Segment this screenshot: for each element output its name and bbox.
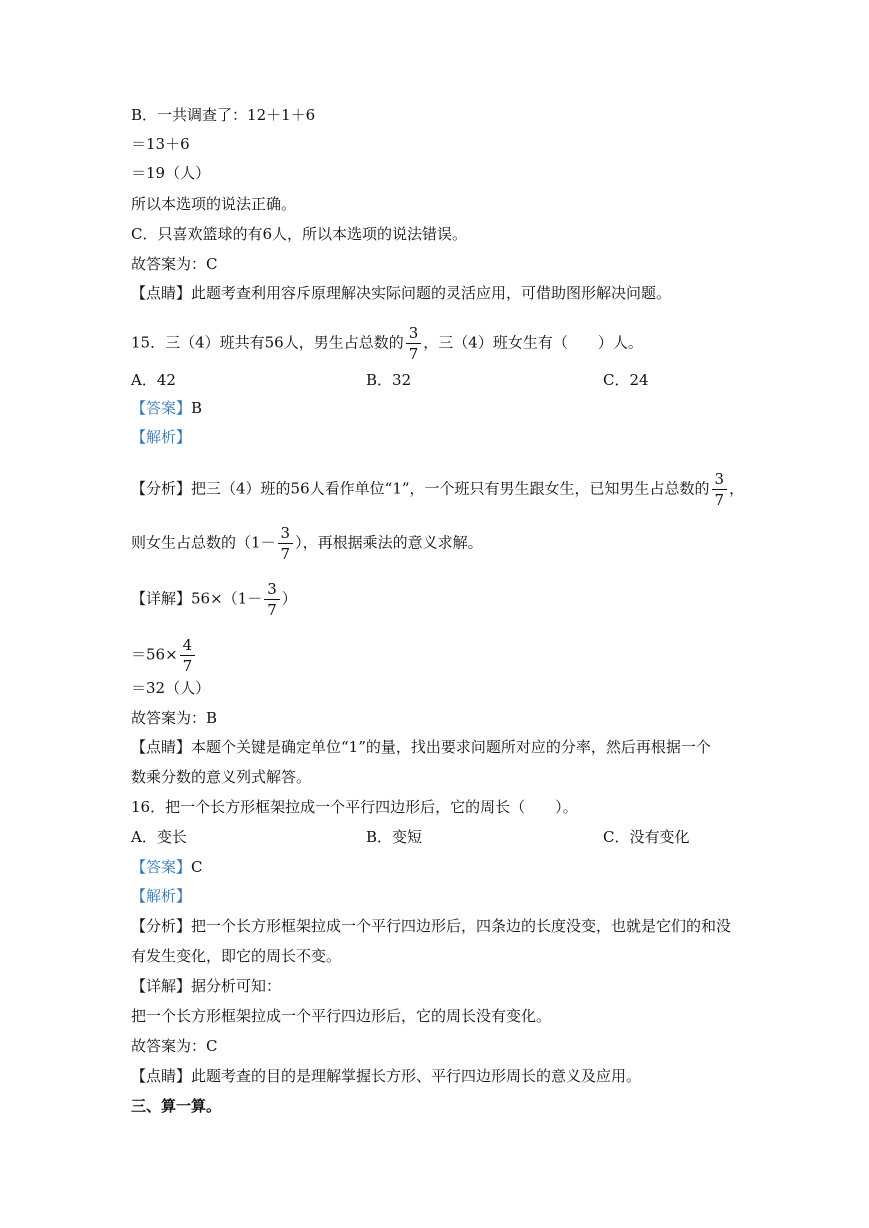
frac-denominator: 7 [280,545,291,563]
part-b-line-1: B．一共调查了：12＋1＋6 [131,106,316,124]
q16-fenxi-line-2: 有发生变化，即它的周长不变。 [131,947,342,965]
q15-option-a: A．42 [131,371,176,389]
part-b-line-4: 所以本选项的说法正确。 [131,195,297,213]
q15-stem [131,324,643,363]
frac-numerator: 3 [712,470,728,490]
section-3-heading: 三、算一算。 [131,1097,222,1115]
fenxi-tag: 【分析】 [131,479,192,498]
dianjing-text-1: 本题个关键是确定单位“1”的量，找出要求问题所对应的分率，然后再根据一个 [191,738,711,756]
part-c-line-1: C．只喜欢篮球的有6人，所以本选项的说法错误。 [131,225,468,243]
part-b-line-2: ＝13＋6 [131,135,190,153]
q16-fenxi-line-1 [131,916,731,936]
q15-option-c: C．24 [603,371,649,389]
frac-numerator: 4 [180,636,196,656]
dianjing-text: 此题考查利用容斥原理解决实际问题的灵活应用，可借助图形解决问题。 [191,284,672,302]
q16-option-c: C．没有变化 [603,828,690,846]
q15-fenxi-line-2 [131,524,483,563]
q16-analysis-tag: 【解析】 [131,887,192,905]
xiangjie-tag: 【详解】 [131,977,192,995]
q16-option-b: B．变短 [366,828,423,846]
frac-denominator: 7 [267,601,277,619]
step2-text: ＝56× [131,645,178,664]
fenxi-text-a: 把三（4）班的56人看作单位“1”，一个班只有男生跟女生，已知男生占总数的 [191,479,710,498]
q15-dianjing-line-2: 数乘分数的意义列式解答。 [131,768,312,786]
q15-analysis-tag: 【解析】 [131,428,192,446]
xiangjie-text: 据分析可知： [191,977,282,995]
fenxi-text-d: ），再根据乘法的意义求解。 [295,533,483,552]
step2-fraction [180,636,196,675]
frac-denominator: 7 [408,345,419,363]
q16-answer [131,857,203,877]
frac-denominator: 7 [182,657,193,675]
q15-option-b: B．32 [366,371,412,389]
part-b-line-3: ＝19（人） [131,164,211,182]
q15-stem-a: 15．三（4）班共有56人，男生占总数的 [131,333,404,352]
q15-stem-b: ，三（4）班女生有（ ）人。 [423,333,643,352]
fenxi-tag: 【分析】 [131,917,192,935]
dianjing-tag: 【点睛】 [131,1067,192,1085]
q15-step-3: ＝32（人） [131,679,211,697]
q15-fenxi-line-1 [131,470,744,509]
answer-tag: 【答案】 [131,399,192,417]
fenxi-text-c: 则女生占总数的（1－ [131,533,276,552]
fenxi-text-b: ， [729,479,745,498]
q16-final-answer: 故答案为：C [131,1037,218,1055]
q16-stem: 16．把一个长方形框架拉成一个平行四边形后，它的周长（ ）。 [131,798,578,816]
fenxi-fraction-2 [278,524,294,563]
dianjing-text: 此题考查的目的是理解掌握长方形、平行四边形周长的意义及应用。 [191,1067,642,1085]
answer-value: B [191,399,203,417]
q15-dianjing-line-1 [131,737,711,757]
q16-option-a: A．变长 [131,828,187,846]
q16-detail: 把一个长方形框架拉成一个平行四边形后，它的周长没有变化。 [131,1007,552,1025]
q15-xiangjie-line-1 [131,580,297,619]
q15-fraction [406,324,422,363]
answer-value: C [191,858,203,876]
answer-tag: 【答案】 [131,858,192,876]
comment-14 [131,283,671,303]
part-c-answer: 故答案为：C [131,255,218,273]
step1-text-a: 56×（1－ [191,589,263,608]
frac-numerator: 3 [264,580,280,600]
fenxi-fraction [712,470,728,509]
q16-xiangjie [131,976,281,996]
q15-final-answer: 故答案为：B [131,709,218,727]
q15-step-2 [131,636,197,675]
q15-answer [131,398,202,418]
frac-denominator: 7 [714,491,725,509]
fenxi-text-1: 把一个长方形框架拉成一个平行四边形后，四条边的长度没变，也就是它们的和没 [191,917,732,935]
frac-numerator: 3 [406,324,422,344]
step1-fraction [264,580,280,619]
dianjing-tag: 【点睛】 [131,738,192,756]
frac-numerator: 3 [278,524,294,544]
q16-dianjing [131,1066,641,1086]
step1-text-b: ） [281,589,297,608]
dianjing-tag: 【点睛】 [131,284,192,302]
xiangjie-tag: 【详解】 [131,589,192,608]
